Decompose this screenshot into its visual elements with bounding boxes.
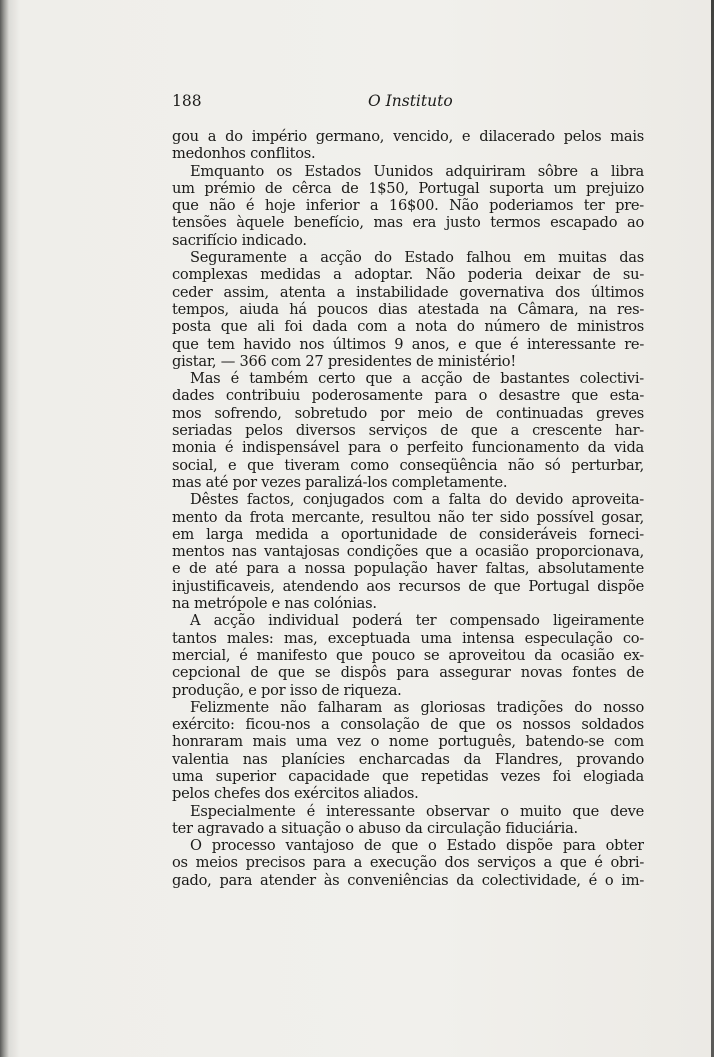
text-line: tantos males: mas, exceptuada uma intensa especulação co- bbox=[172, 629, 644, 647]
text-line: mos sofrendo, sobretudo por meio de continuadas greves bbox=[172, 404, 644, 422]
text-line: medonhos conflitos. bbox=[172, 145, 316, 163]
page-number: 188 bbox=[172, 92, 202, 110]
text-line: gou a do império germano, vencido, e dilacerado pelos mais bbox=[172, 128, 644, 145]
text-line: produção, e por isso de riqueza. bbox=[172, 681, 402, 699]
text-line: O processo vantajoso de que o Estado dispõe para obter bbox=[190, 837, 644, 855]
text-line: Emquanto os Estados Uunidos adquiriram sôbre a libra bbox=[190, 162, 644, 180]
text-line: ceder assim, atenta a instabilidade governativa dos últimos bbox=[172, 283, 644, 301]
running-title: O Instituto bbox=[368, 92, 453, 110]
text-line: A acção individual poderá ter compensado ligeiramente bbox=[190, 612, 644, 630]
text-line: Especialmente é interessante observar o muito que deve bbox=[190, 802, 644, 820]
text-line: valentia nas planícies encharcadas da Flandres, provando bbox=[172, 750, 644, 768]
text-line: injustificaveis, atendendo aos recursos de que Portugal dispõe bbox=[172, 577, 644, 595]
text-line: dades contribuiu poderosamente para o desastre que esta- bbox=[172, 387, 644, 405]
text-line: tensões àquele benefício, mas era justo termos escapado ao bbox=[172, 214, 644, 232]
text-line: seriadas pelos diversos serviços de que a crescente har- bbox=[172, 422, 644, 440]
text-line: mas até por vezes paralizá-los completamente. bbox=[172, 473, 508, 491]
text-line: pelos chefes dos exércitos aliados. bbox=[172, 785, 419, 803]
text-line: honraram mais uma vez o nome português, batendo-se com bbox=[172, 733, 644, 751]
text-line: e de até para a nossa população haver faltas, absolutamente bbox=[172, 560, 644, 578]
text-line: que tem havido nos últimos 9 anos, e que é interessante re- bbox=[172, 335, 644, 353]
text-line: Felizmente não falharam as gloriosas tradições do nosso bbox=[190, 698, 644, 716]
text-line: complexas medidas a adoptar. Não poderia deixar de su- bbox=[172, 266, 644, 284]
text-line: ter agravado a situação o abuso da circulação fiduciária. bbox=[172, 819, 578, 837]
text-line: sacrifício indicado. bbox=[172, 231, 307, 249]
text-line: Seguramente a acção do Estado falhou em muitas das bbox=[190, 249, 644, 267]
text-line: uma superior capacidade que repetidas vezes foi elogiada bbox=[172, 767, 644, 785]
text-line: na metrópole e nas colónias. bbox=[172, 595, 377, 613]
text-line: tempos, aiuda há poucos dias atestada na Câmara, na res- bbox=[172, 300, 644, 318]
text-line: mercial, é manifesto que pouco se aproveitou da ocasião ex- bbox=[172, 646, 644, 664]
page-header bbox=[172, 92, 642, 114]
text-line: gistar, — 366 com 27 presidentes de ministério! bbox=[172, 352, 516, 370]
text-line: social, e que tiveram como conseqüência não só perturbar, bbox=[172, 456, 644, 474]
text-line: que não é hoje inferior a 16$00. Não poderiamos ter pre- bbox=[172, 197, 644, 215]
text-line: mentos nas vantajosas condições que a ocasião proporcionava, bbox=[172, 543, 644, 561]
text-line: monia é indispensável para o perfeito funcionamento da vida bbox=[172, 439, 644, 457]
text-line: mento da frota mercante, resultou não ter sido possível gosar, bbox=[172, 508, 644, 526]
text-line: gado, para atender às conveniências da colectividade, é o im- bbox=[172, 871, 644, 889]
text-line: exército: ficou-nos a consolação de que os nossos soldados bbox=[172, 716, 644, 734]
text-line: posta que ali foi dada com a nota do número de ministros bbox=[172, 318, 644, 336]
text-line: cepcional de que se dispôs para assegurar novas fontes de bbox=[172, 664, 644, 682]
body-text bbox=[172, 128, 644, 889]
text-line: Mas é também certo que a acção de bastantes colectivi- bbox=[190, 370, 644, 388]
text-line: em larga medida a oportunidade de consideráveis forneci- bbox=[172, 525, 644, 543]
text-line: Dêstes factos, conjugados com a falta do devido aproveita- bbox=[190, 491, 644, 509]
text-line: os meios precisos para a execução dos serviços a que é obri- bbox=[172, 854, 644, 872]
text-line: um prémio de cêrca de 1$50, Portugal suporta um prejuizo bbox=[172, 179, 644, 197]
